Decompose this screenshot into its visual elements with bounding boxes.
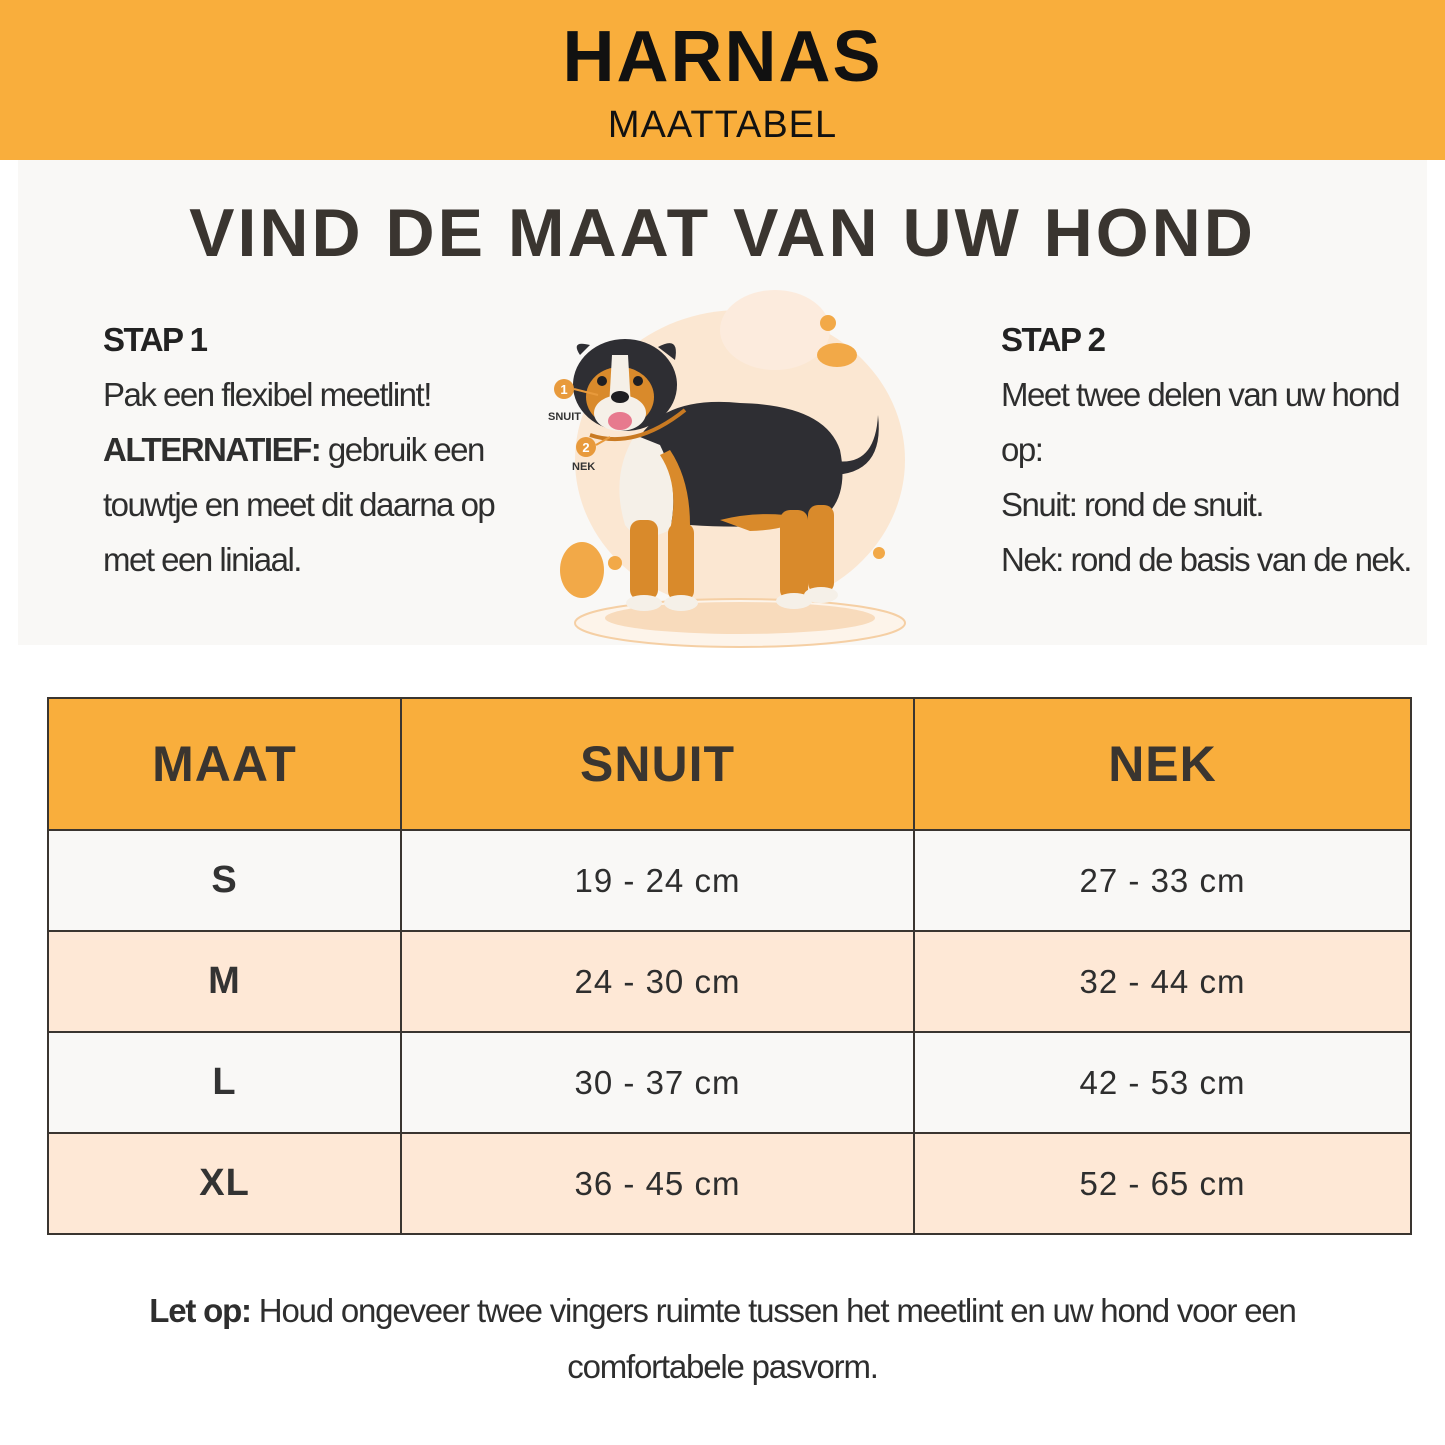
step-2-line-1: Meet twee delen van uw hond op:	[1001, 376, 1399, 468]
step-2-title: STAP 2	[1001, 321, 1105, 358]
table-row	[48, 931, 1411, 1032]
note-text: Houd ongeveer twee vingers ruimte tussen het meetlint en uw hond voor een comfortabele pasvorm.	[250, 1292, 1296, 1385]
nek-cell: 42 - 53 cm	[914, 1032, 1411, 1133]
snuit-cell: 24 - 30 cm	[401, 931, 914, 1032]
size-cell: M	[48, 931, 401, 1032]
snuit-cell: 36 - 45 cm	[401, 1133, 914, 1234]
size-table	[47, 697, 1412, 1235]
page-title: HARNAS	[562, 17, 883, 97]
step-1-title: STAP 1	[103, 321, 207, 358]
step-2-line-2: Snuit: rond de snuit.	[1001, 486, 1264, 523]
table-row	[48, 830, 1411, 931]
nek-cell: 32 - 44 cm	[914, 931, 1411, 1032]
section-headline: VIND DE MAAT VAN UW HOND	[189, 195, 1256, 271]
nek-cell: 27 - 33 cm	[914, 830, 1411, 931]
header-snuit: SNUIT	[401, 698, 914, 830]
marker-2-number: 2	[582, 440, 590, 455]
header-nek: NEK	[914, 698, 1411, 830]
table-row	[48, 1032, 1411, 1133]
footer-note	[60, 1283, 1385, 1395]
page-subtitle: MAATTABEL	[607, 104, 838, 146]
nek-cell: 52 - 65 cm	[914, 1133, 1411, 1234]
step-1-alternative-text: gebruik een touwtje en meet dit daarna op met een liniaal.	[103, 431, 495, 578]
note-label: Let op:	[149, 1292, 251, 1329]
header-banner	[0, 0, 1445, 160]
size-cell: XL	[48, 1133, 401, 1234]
step-1-block	[103, 312, 523, 587]
size-cell: S	[48, 830, 401, 931]
marker-1-number: 1	[560, 382, 568, 397]
table-row	[48, 1133, 1411, 1234]
marker-1-label: SNUIT	[548, 411, 581, 423]
step-2-text	[1001, 367, 1421, 587]
step-2-line-3: Nek: rond de basis van de nek.	[1001, 541, 1411, 578]
header-maat: MAAT	[48, 698, 401, 830]
step-1-text	[103, 367, 523, 587]
marker-2-label: NEK	[572, 461, 596, 473]
step-1-alternative-label: ALTERNATIEF:	[103, 431, 321, 468]
step-2-block	[1001, 312, 1421, 587]
snuit-cell: 19 - 24 cm	[401, 830, 914, 931]
size-cell: L	[48, 1032, 401, 1133]
dog-measurement-illustration	[540, 285, 920, 655]
snuit-cell: 30 - 37 cm	[401, 1032, 914, 1133]
table-header-row	[48, 698, 1411, 830]
step-1-line: Pak een flexibel meetlint!	[103, 376, 431, 413]
